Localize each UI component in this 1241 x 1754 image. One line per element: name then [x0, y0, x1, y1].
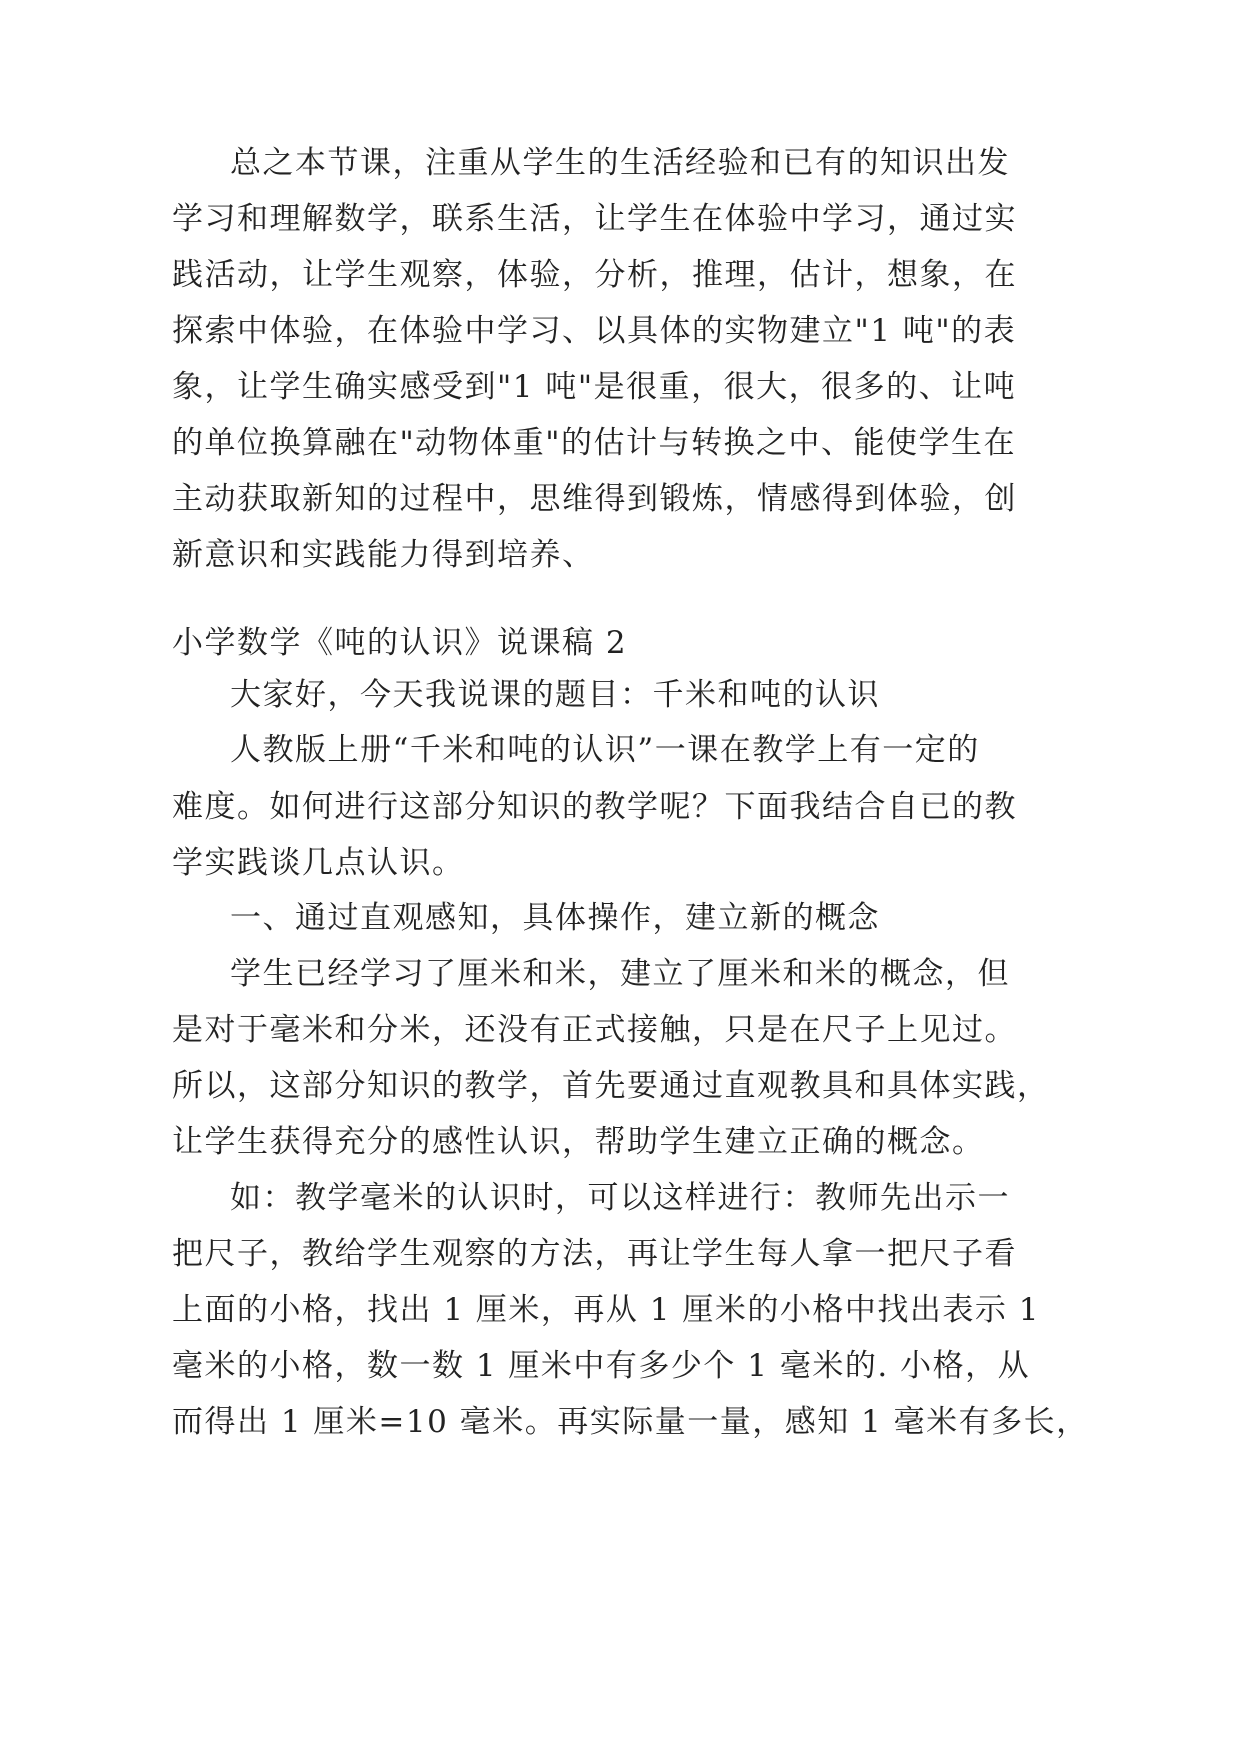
paragraph-line: 如：教学毫米的认识时，可以这样进行：教师先出示一: [230, 1180, 1010, 1216]
paragraph-line: 让学生获得充分的感性认识，帮助学生建立正确的概念。: [172, 1124, 985, 1160]
paragraph-line: 总之本节课，注重从学生的生活经验和已有的知识出发: [230, 145, 1010, 181]
paragraph-line: 学实践谈几点认识。: [172, 845, 465, 881]
paragraph-line: 而得出 1 厘米=10 毫米。再实际量一量，感知 1 毫米有多长，: [172, 1404, 1089, 1440]
paragraph-line: 是对于毫米和分米，还没有正式接触，只是在尺子上见过。: [172, 1012, 1017, 1048]
paragraph-line: 的单位换算融在"动物体重"的估计与转换之中、能使学生在: [172, 425, 1017, 461]
paragraph-line: 难度。如何进行这部分知识的教学呢？下面我结合自已的教: [172, 789, 1017, 825]
paragraph-line: 所以，这部分知识的教学，首先要通过直观教具和具体实践，: [172, 1068, 1050, 1104]
paragraph-line: 主动获取新知的过程中，思维得到锻炼，情感得到体验，创: [172, 481, 1017, 517]
paragraph-line: 象，让学生确实感受到"1 吨"是很重，很大，很多的、让吨: [172, 369, 1017, 405]
paragraph-line: 毫米的小格，数一数 1 厘米中有多少个 1 毫米的. 小格，从: [172, 1348, 1031, 1384]
paragraph-line: 大家好，今天我说课的题目：千米和吨的认识: [230, 677, 880, 713]
paragraph-line: 人教版上册“千米和吨的认识”一课在教学上有一定的: [230, 732, 980, 768]
paragraph-line: 践活动，让学生观察，体验，分析，推理，估计，想象，在: [172, 257, 1017, 293]
subsection-heading: 一、通过直观感知，具体操作，建立新的概念: [230, 900, 880, 936]
paragraph-line: 新意识和实践能力得到培养、: [172, 537, 595, 573]
section-heading: 小学数学《吨的认识》说课稿 2: [172, 625, 628, 661]
paragraph-line: 把尺子，教给学生观察的方法，再让学生每人拿一把尺子看: [172, 1236, 1017, 1272]
paragraph-line: 上面的小格，找出 1 厘米，再从 1 厘米的小格中找出表示 1: [172, 1292, 1040, 1328]
paragraph-line: 学习和理解数学，联系生活，让学生在体验中学习，通过实: [172, 201, 1017, 237]
paragraph-line: 学生已经学习了厘米和米，建立了厘米和米的概念，但: [230, 956, 1010, 992]
paragraph-line: 探索中体验，在体验中学习、以具体的实物建立"1 吨"的表: [172, 313, 1017, 349]
